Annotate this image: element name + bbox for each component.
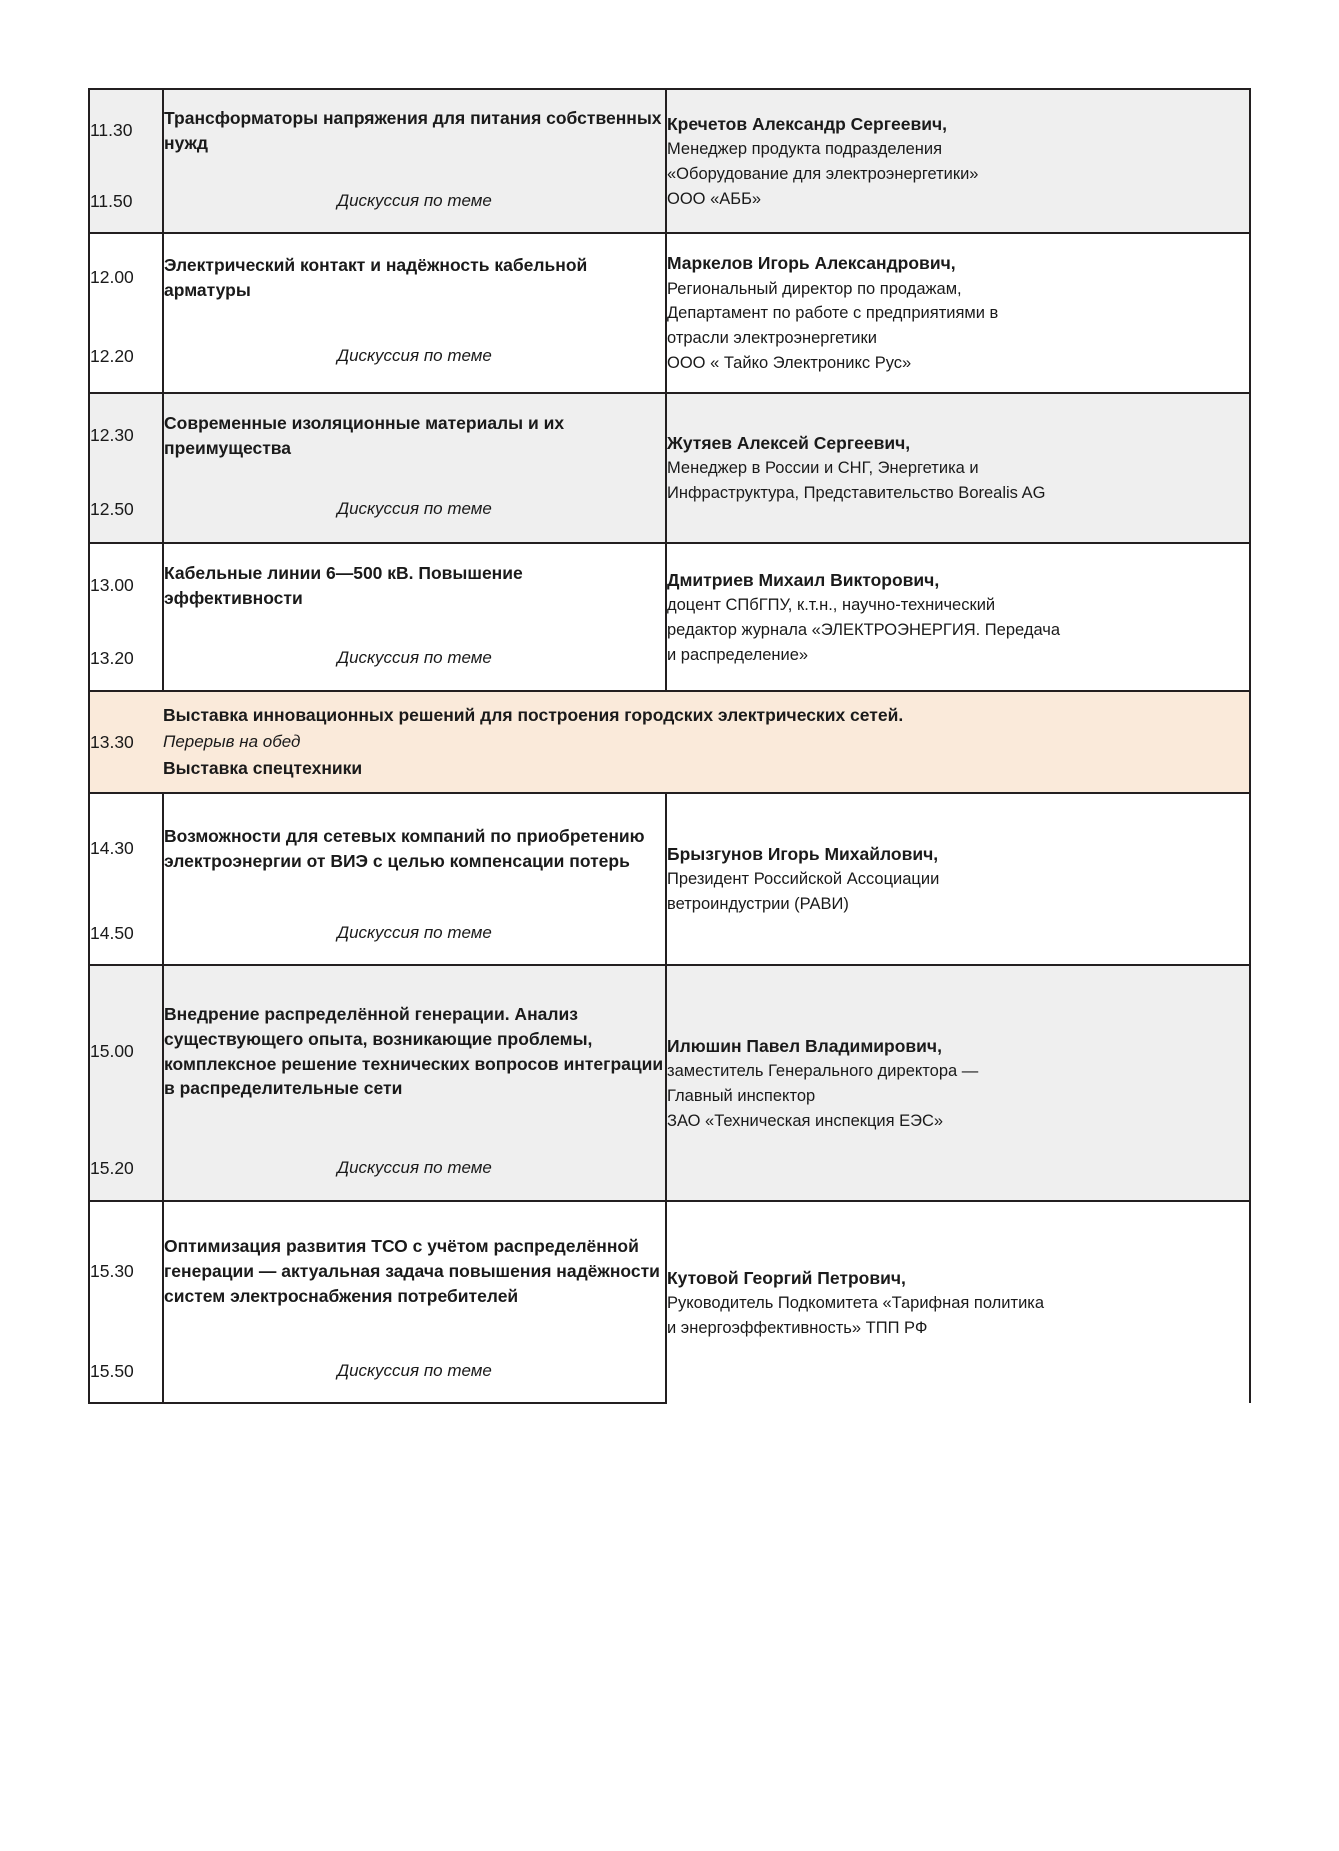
topic-cell: Оптимизация развития ТСО с учётом распределённой генерации — актуальная задача повышения надёжности систем электроснабжения потребителей (163, 1201, 666, 1341)
time-cell: 12.50 (89, 477, 163, 543)
discussion-cell: Дискуссия по теме (163, 171, 666, 233)
speaker-name: Брызгунов Игорь Михайлович, (667, 844, 939, 865)
topic-cell: Трансформаторы напряжения для питания собственных нужд (163, 89, 666, 171)
speaker-line: «Оборудование для электроэнергетики» (667, 164, 979, 183)
speaker-cell (666, 233, 1250, 393)
speaker-line: ветроиндустрии (РАВИ) (667, 895, 849, 914)
time-cell: 11.50 (89, 171, 163, 233)
table-row (89, 793, 1250, 903)
break-line-lunch: Перерыв на обед (163, 732, 301, 752)
time-cell: 12.30 (89, 393, 163, 477)
speaker-name: Илюшин Павел Владимирович, (667, 1035, 942, 1056)
table-row (89, 543, 1250, 627)
table-row-break (89, 691, 1250, 793)
speaker-cell (666, 793, 1250, 965)
speaker-line: ООО «АББ» (667, 189, 762, 208)
time-cell: 13.30 (89, 691, 163, 793)
topic-cell: Кабельные линии 6—500 кВ. Повышение эффективности (163, 543, 666, 627)
speaker-line: Департамент по работе с предприятиями в (667, 304, 999, 323)
discussion-cell: Дискуссия по теме (163, 1137, 666, 1201)
speaker-line: Инфраструктура, Представительство Borealis AG (667, 484, 1046, 503)
table-row (89, 1201, 1250, 1341)
speaker-name: Дмитриев Михаил Викторович, (667, 569, 940, 590)
speaker-line: Региональный директор по продажам, (667, 279, 962, 298)
speaker-line: отрасли электроэнергетики (667, 329, 877, 348)
time-cell: 15.30 (89, 1201, 163, 1341)
speaker-name: Кречетов Александр Сергеевич, (667, 113, 948, 134)
table-row (89, 233, 1250, 321)
speaker-line: доцент СПбГПУ, к.т.н., научно-технический (667, 596, 996, 614)
speaker-name: Маркелов Игорь Александрович, (667, 253, 956, 274)
discussion-cell: Дискуссия по теме (163, 477, 666, 543)
speaker-cell (666, 543, 1250, 691)
table-row (89, 89, 1250, 171)
time-cell: 14.50 (89, 903, 163, 965)
time-cell: 15.50 (89, 1341, 163, 1403)
speaker-cell (666, 965, 1250, 1201)
time-cell: 15.00 (89, 965, 163, 1137)
discussion-cell: Дискуссия по теме (163, 903, 666, 965)
time-cell: 15.20 (89, 1137, 163, 1201)
agenda-table (88, 88, 1251, 1404)
speaker-line: Главный инспектор (667, 1086, 816, 1105)
time-cell: 14.30 (89, 793, 163, 903)
agenda-table-body (89, 89, 1250, 1403)
discussion-cell: Дискуссия по теме (163, 627, 666, 691)
topic-cell: Внедрение распределённой генерации. Анализ существующего опыта, возникающие проблемы, комплексное решение технических вопросов интеграции в распределительные сети (163, 965, 666, 1137)
speaker-name: Кутовой Георгий Петрович, (667, 1267, 906, 1288)
speaker-name: Жутяев Алексей Сергеевич, (667, 433, 911, 454)
speaker-line: ЗАО «Техническая инспекция ЕЭС» (667, 1111, 944, 1130)
speaker-cell (666, 89, 1250, 233)
time-cell: 11.30 (89, 89, 163, 171)
discussion-cell: Дискуссия по теме (163, 1341, 666, 1403)
speaker-cell (666, 1201, 1250, 1403)
topic-cell: Современные изоляционные материалы и их преимущества (163, 393, 666, 477)
time-cell: 12.20 (89, 321, 163, 393)
speaker-line: Руководитель Подкомитета «Тарифная политика (667, 1293, 1045, 1312)
time-cell: 12.00 (89, 233, 163, 321)
speaker-line: и энергоэффективность» ТПП РФ (667, 1318, 928, 1337)
time-cell: 13.20 (89, 627, 163, 691)
speaker-line: Менеджер в России и СНГ, Энергетика и (667, 459, 979, 478)
speaker-line: и распределение» (667, 645, 809, 664)
speaker-line: Президент Российской Ассоциации (667, 870, 940, 889)
topic-cell: Возможности для сетевых компаний по приобретению электроэнергии от ВИЭ с целью компенсации потерь (163, 793, 666, 903)
time-cell: 13.00 (89, 543, 163, 627)
speaker-line: Менеджер продукта подразделения (667, 140, 943, 158)
speaker-line: заместитель Генерального директора — (667, 1062, 979, 1080)
speaker-cell (666, 393, 1250, 543)
break-line-spectech: Выставка спецтехники (163, 757, 363, 778)
discussion-cell: Дискуссия по теме (163, 321, 666, 393)
table-row (89, 965, 1250, 1137)
break-cell (163, 691, 1250, 793)
speaker-line: ООО « Тайко Электроникс Рус» (667, 353, 912, 372)
speaker-line: редактор журнала «ЭЛЕКТРОЭНЕРГИЯ. Передача (667, 620, 1061, 639)
topic-cell: Электрический контакт и надёжность кабельной арматуры (163, 233, 666, 321)
break-line-exhibition: Выставка инновационных решений для построения городских электрических сетей. (163, 705, 904, 726)
table-row (89, 393, 1250, 477)
